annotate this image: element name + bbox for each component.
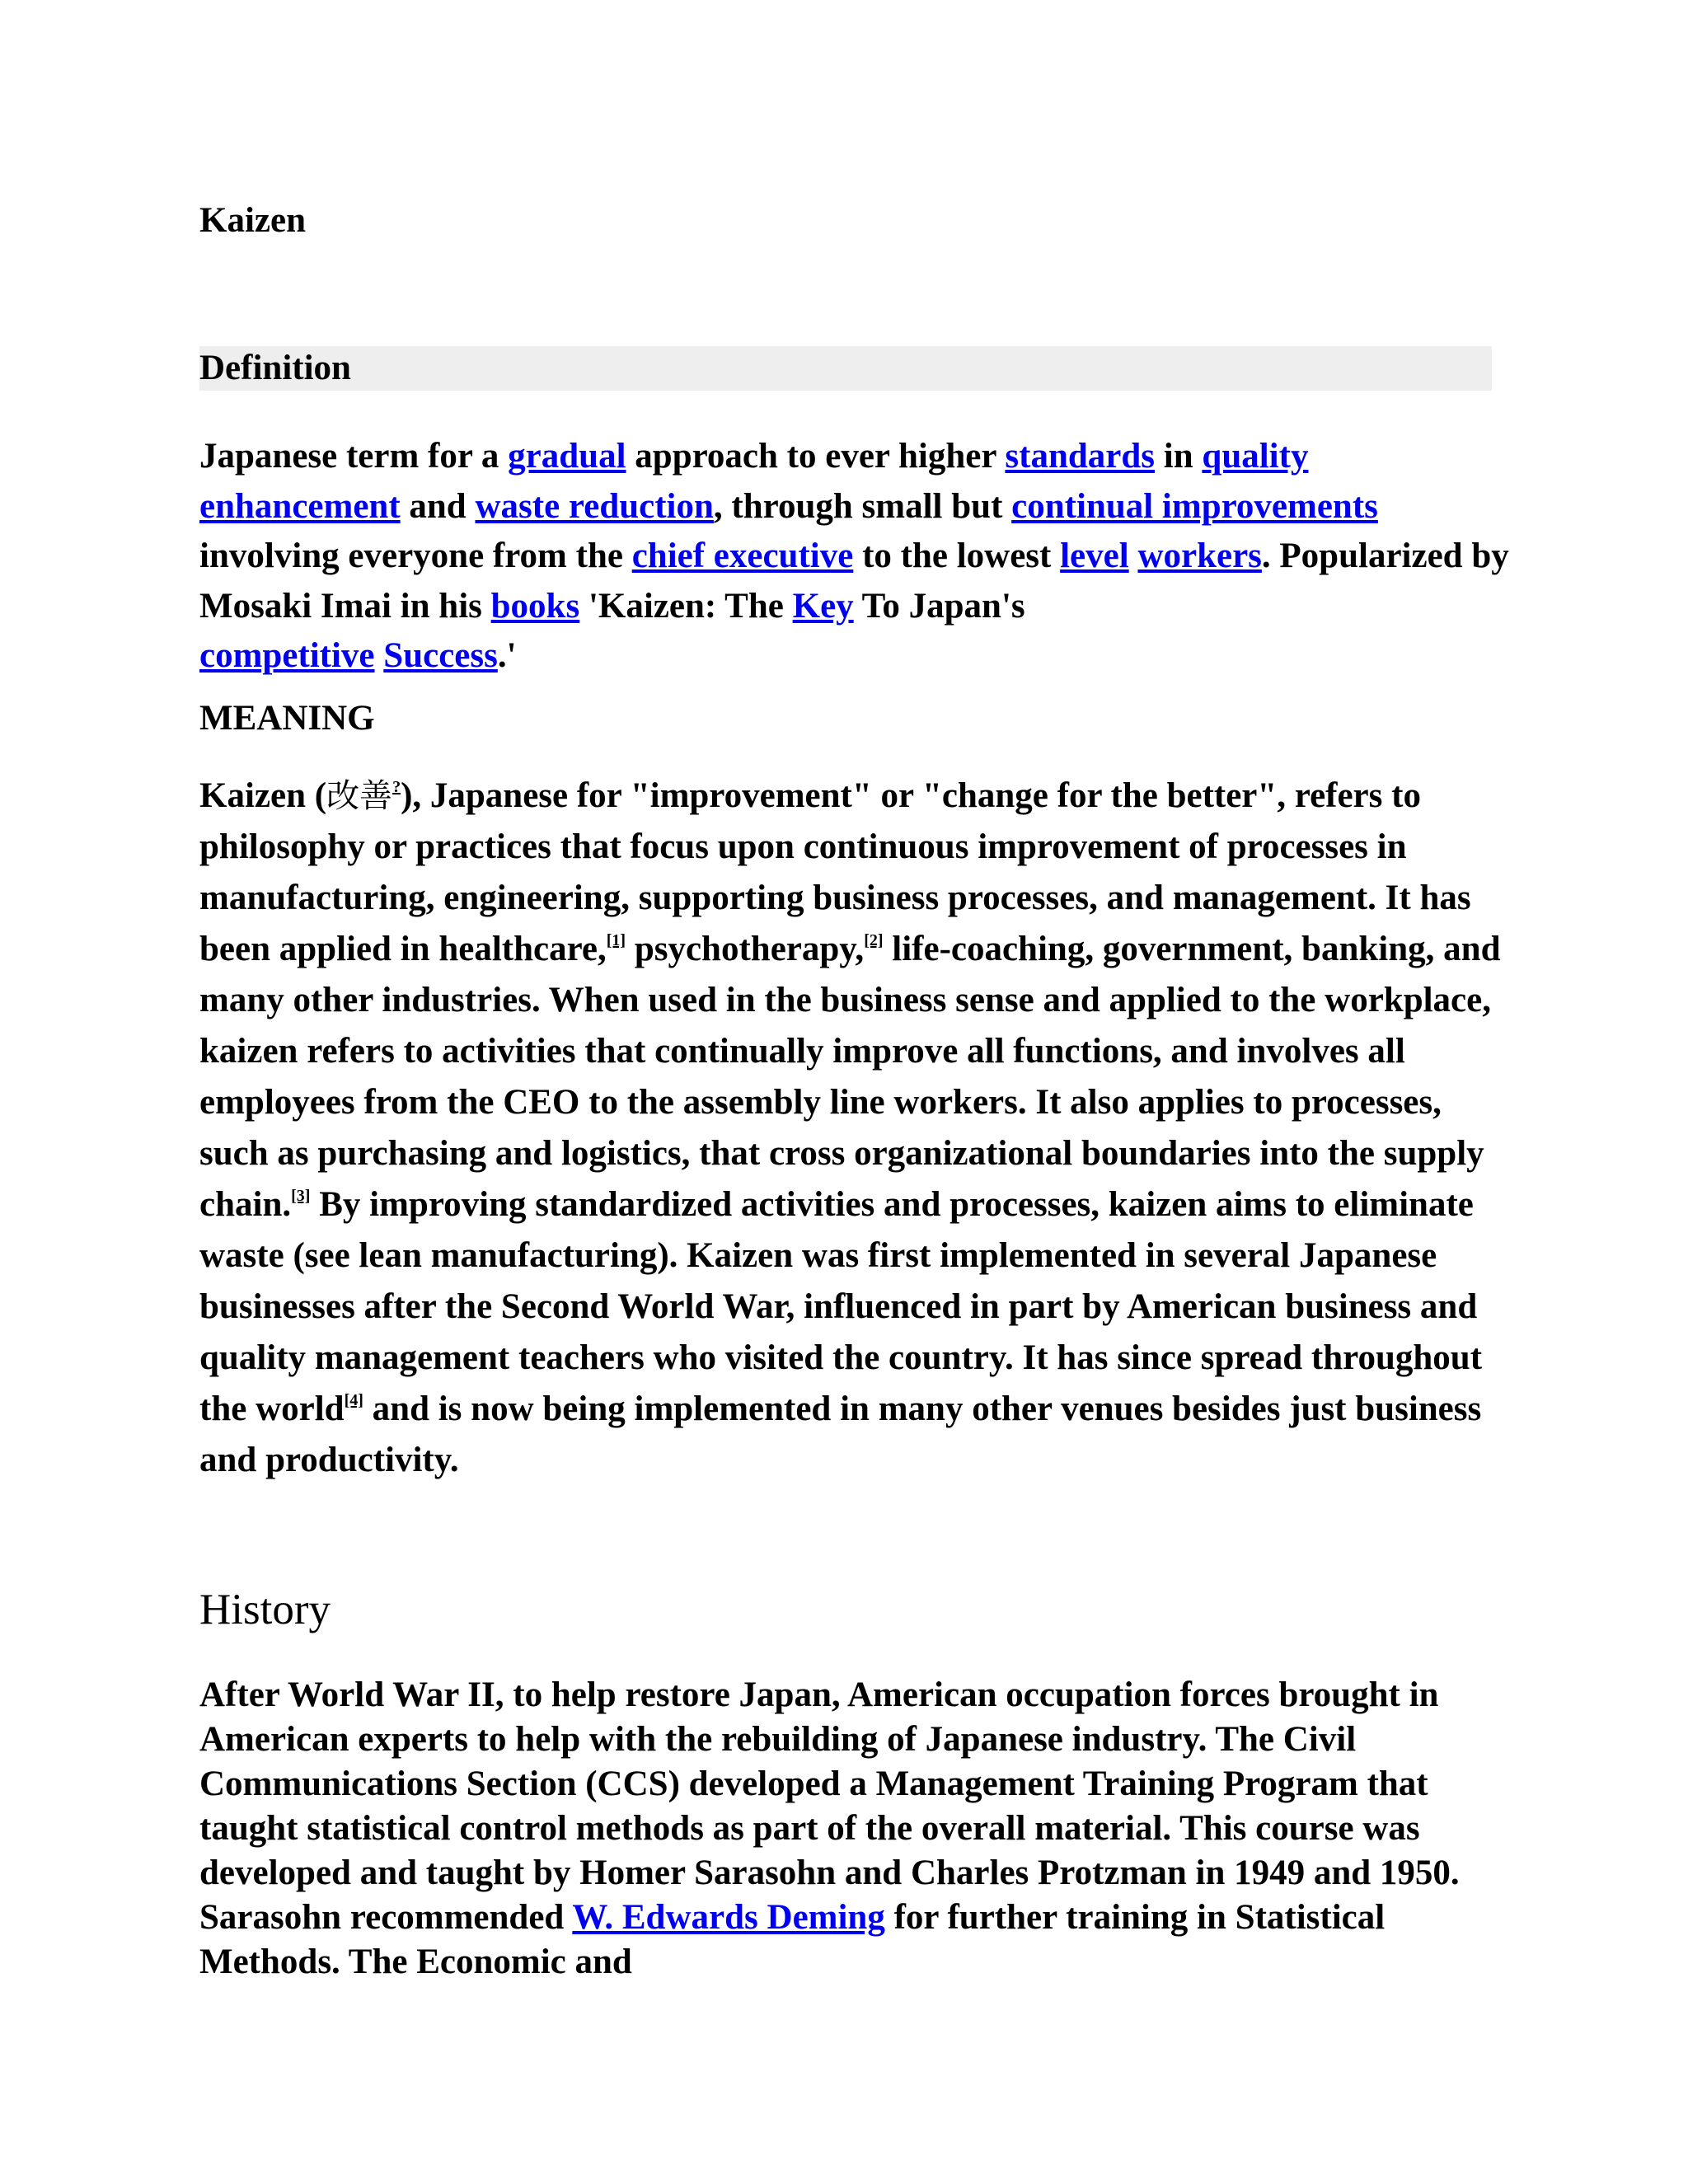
text: After World War II, to help restore Japan, American occupation forces brought in American experts to help with the rebuilding of Japanese industry. The Civil Communications Section (CCS) developed a Management Training Program that taught statistical control methods as part of the overall material. This course was developed and taught by Homer Sarasohn and Charles Protzman in 1949 and 1950. Sarasohn recommended [199, 1675, 1460, 1937]
link-level[interactable]: level [1060, 537, 1129, 575]
link-key[interactable]: Key [792, 586, 854, 626]
text: To Japan's [853, 586, 1025, 626]
text: By improving standardized activities and processes, kaizen aims to eliminate waste (see lean manufacturing). Kaizen was first implemented in several Japanese businesses after the Second World War, influenced in part by American business and quality management teachers who visited the country. It has since spread throughout the world [199, 1185, 1483, 1428]
link-workers[interactable]: workers [1137, 537, 1262, 575]
link-books[interactable]: books [490, 586, 580, 626]
text: ), Japanese for "improvement" or "change for the better", refers to philosophy or practices that focus upon continuous improvement of processes in manufacturing, engineering, supporting business processes, and management. It has been applied in healthcare, [199, 776, 1471, 968]
link-waste-reduction[interactable]: waste reduction [475, 486, 714, 526]
page-title: Kaizen [199, 201, 306, 240]
history-heading: History [199, 1586, 331, 1633]
text: .' [497, 636, 517, 675]
text: Kaizen ( [199, 776, 327, 815]
text: , through small but [713, 486, 1012, 526]
history-paragraph [199, 1673, 1518, 1985]
text: 'Kaizen: The [579, 586, 793, 626]
link-competitive[interactable]: competitive [199, 636, 375, 675]
meaning-heading: MEANING [199, 699, 375, 738]
link-part[interactable]: quality [1202, 437, 1309, 476]
text: in [1155, 437, 1203, 476]
meaning-paragraph [199, 771, 1518, 1486]
text: and [400, 486, 476, 526]
ref-4[interactable]: [4] [344, 1391, 363, 1409]
definition-paragraph [199, 432, 1518, 682]
link-w-edwards-deming[interactable]: W. Edwards Deming [572, 1898, 885, 1937]
ref-2[interactable]: [2] [864, 931, 884, 949]
text: approach to ever higher [626, 437, 1006, 476]
text: involving everyone from the [199, 537, 632, 575]
text: to the lowest [853, 537, 1061, 575]
text: . Popularized by Mosaki Imai in his [199, 537, 1509, 626]
definition-heading: Definition [199, 346, 1492, 391]
ref-3[interactable]: [3] [291, 1187, 311, 1205]
text: Japanese term for a [199, 437, 509, 476]
ref-1[interactable]: [1] [606, 931, 626, 949]
link-success[interactable]: Success [383, 636, 498, 675]
link-chief-executive[interactable]: chief executive [631, 537, 854, 575]
link-part[interactable]: enhancement [199, 486, 401, 526]
link-standards[interactable]: standards [1005, 437, 1156, 476]
ref-question[interactable]: ? [392, 778, 401, 796]
text: life-coaching, government, banking, and many other industries. When used in the business sense and applied to the workplace, kaizen refers to activities that continually improve all functions, and involves all employees from the CEO to the assembly line workers. It also applies to processes, such as purchasing and logistics, that cross organizational boundaries into the supply chain. [199, 930, 1501, 1224]
text: for further training in Statistical Methods. The Economic and [199, 1898, 1386, 1981]
text [375, 636, 384, 675]
japanese-term: 改善 [326, 777, 393, 815]
link-continual-improvements[interactable]: continual improvements [1011, 486, 1378, 526]
text [1129, 537, 1138, 575]
text: and is now being implemented in many other venues besides just business and productivity. [199, 1390, 1482, 1479]
link-gradual[interactable]: gradual [508, 437, 626, 476]
text: psychotherapy, [626, 930, 865, 968]
